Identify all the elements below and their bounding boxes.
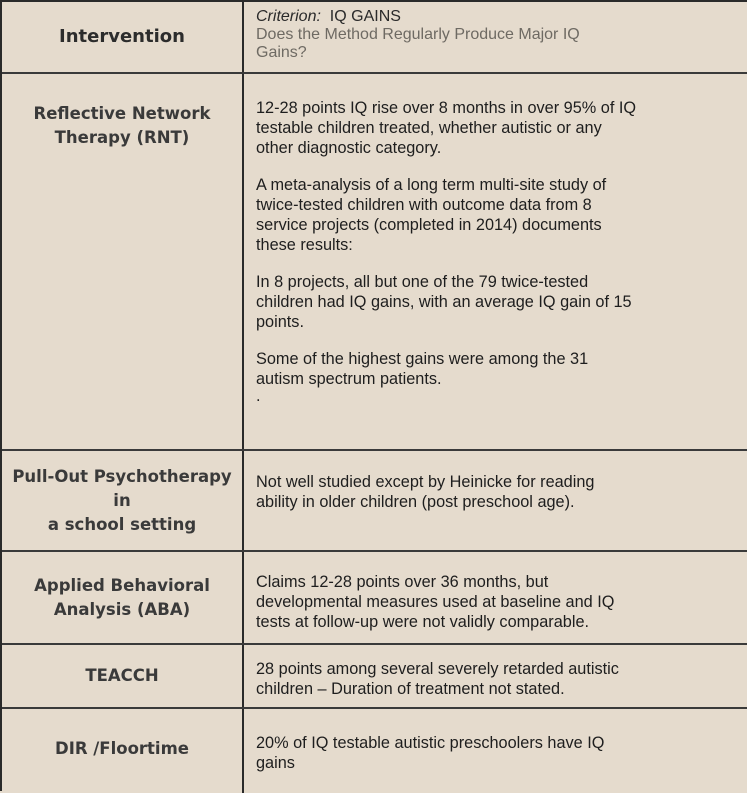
criterion-header [246, 2, 747, 72]
intervention-name-line: Pull-Out Psychotherapy [12, 466, 232, 486]
result-text-line: Some of the highest gains were among the 31 [256, 350, 589, 368]
result-text-line: 12-28 points IQ rise over 8 months in over 95% of IQ [256, 99, 637, 117]
intervention-name-line: Reflective Network [33, 104, 211, 123]
result-text-line: twice-tested children with outcome data from 8 [256, 196, 592, 214]
result-text-line: ability in older children (post preschool age). [256, 493, 575, 511]
result-text-line: 28 points among several severely retarded autistic [256, 660, 619, 678]
table-row [2, 552, 747, 645]
criterion-prefix: Criterion: [256, 8, 321, 25]
intervention-cell [2, 552, 244, 643]
intervention-cell [2, 451, 244, 550]
intervention-name-line: TEACCH [85, 666, 159, 685]
result-text-line: other diagnostic category. [256, 139, 442, 157]
result-text-line: these results: [256, 236, 353, 254]
result-cell [246, 709, 747, 793]
result-text-line: autism spectrum patients. [256, 370, 442, 388]
result-cell [246, 645, 747, 707]
criterion-title: IQ GAINS [329, 8, 401, 25]
intervention-cell [2, 709, 244, 793]
intervention-cell [2, 645, 244, 707]
intervention-name-line: Analysis (ABA) [53, 599, 191, 619]
result-text-line: 20% of IQ testable autistic preschoolers have IQ [256, 734, 605, 752]
result-text-line: Claims 12-28 points over 36 months, but [256, 573, 549, 591]
criterion-title-line [256, 8, 739, 26]
header-row [2, 2, 747, 74]
result-cell [246, 552, 747, 643]
intervention-name-line: DIR /Floortime [55, 739, 189, 758]
table-row [2, 709, 747, 793]
intervention-header [2, 2, 244, 72]
criterion-question-line-2: Gains? [256, 44, 307, 61]
result-text-line: children – Duration of treatment not stated. [256, 680, 565, 698]
result-text-line: A meta-analysis of a long term multi-site study of [256, 176, 607, 194]
table-row [2, 451, 747, 552]
result-text-line: service projects (completed in 2014) documents [256, 216, 602, 234]
result-cell [246, 74, 747, 449]
intervention-name-line: in [113, 490, 131, 510]
result-text-line: points. [256, 313, 304, 331]
intervention-name-line: Applied Behavioral [34, 575, 210, 595]
table-row [2, 74, 747, 451]
result-text-line: testable children treated, whether autistic or any [256, 119, 602, 137]
result-text-line: tests at follow-up were not validly comparable. [256, 613, 590, 631]
result-text-line: developmental measures used at baseline and IQ [256, 593, 615, 611]
result-text-line: gains [256, 754, 295, 772]
criterion-question-line-1: Does the Method Regularly Produce Major IQ [256, 26, 580, 43]
table-row [2, 645, 747, 709]
intervention-name-line: Therapy (RNT) [54, 128, 190, 147]
intervention-cell [2, 74, 244, 449]
result-text-line: . [256, 387, 261, 405]
result-text-line: children had IQ gains, with an average IQ gain of 15 [256, 293, 632, 311]
result-cell [246, 451, 747, 550]
result-text-line: In 8 projects, all but one of the 79 twice-tested [256, 273, 589, 291]
intervention-name-line: a school setting [47, 514, 197, 534]
result-text-line: Not well studied except by Heinicke for reading [256, 473, 595, 491]
intervention-header-label: Intervention [59, 26, 185, 47]
